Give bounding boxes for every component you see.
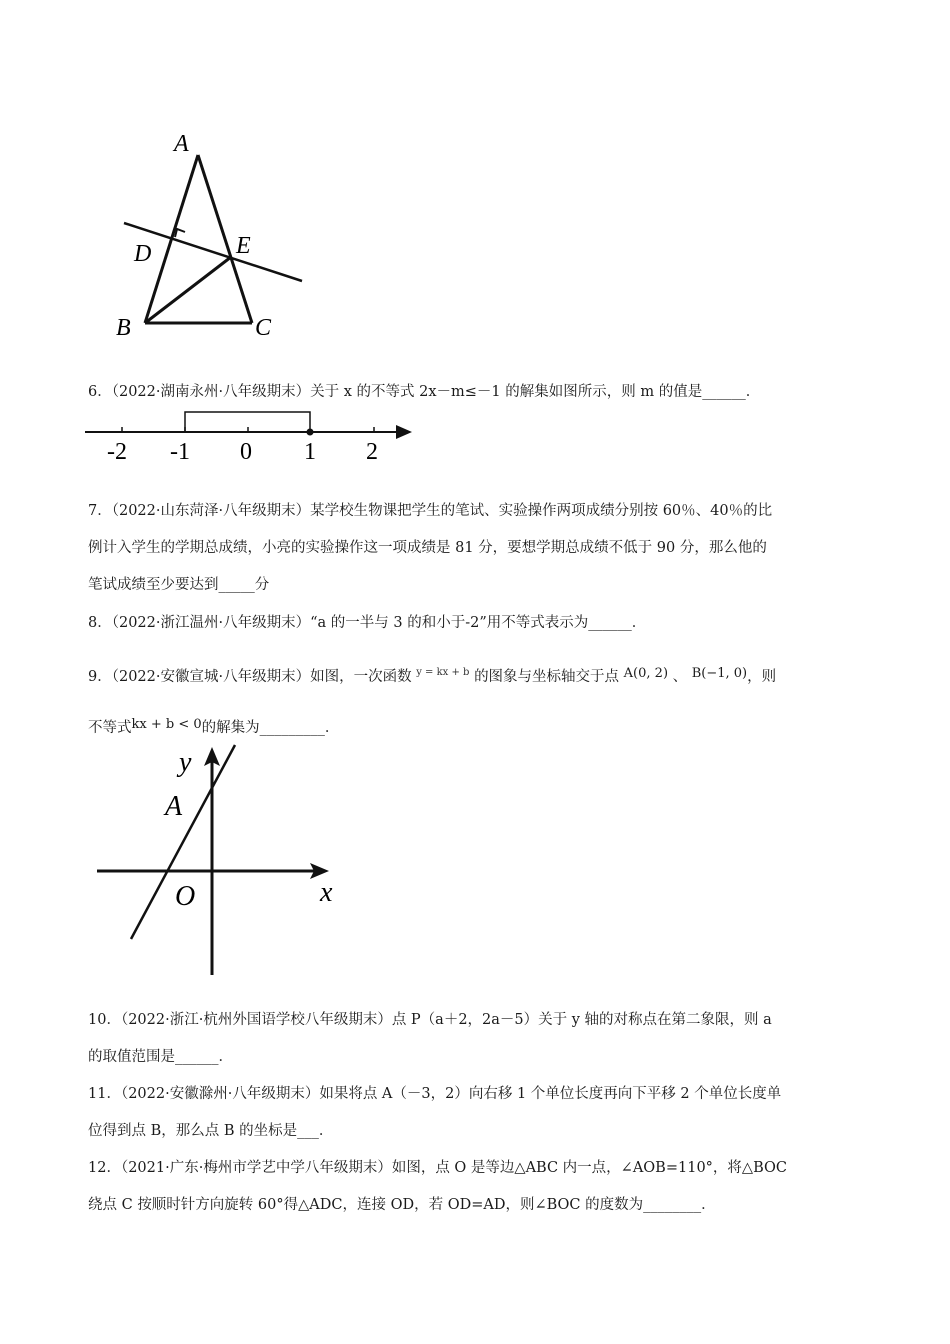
label-E: E (236, 233, 251, 259)
question-number: 9． (88, 669, 112, 685)
question-text: （2022·浙江·杭州外国语学校八年级期末）点 P（a＋2，2a－5）关于 y 轴的对称点在第二象限，则 a (120, 1012, 772, 1028)
question-number: 12． (88, 1160, 121, 1176)
label-O: O (175, 881, 196, 912)
question-text: （2022·安徽宣城·八年级期末）如图，一次函数 (111, 669, 412, 685)
question-text: 不等式 (88, 720, 132, 736)
triangle-figure (110, 125, 320, 350)
number-line-figure (85, 405, 420, 465)
question-8 (88, 605, 868, 642)
question-text: 绕点 C 按顺时针方向旋转 60°得△ADC，连接 OD，若 OD=AD，则∠BOC 的度数为________． (88, 1197, 716, 1213)
tick-label: -2 (107, 439, 127, 465)
question-text: 的解集为_________． (201, 720, 340, 736)
point-B-coordinates: B(−1, 0) (691, 666, 748, 681)
separator: 、 (672, 669, 688, 685)
right-angle-mark (175, 229, 185, 237)
question-number: 7． (88, 503, 112, 519)
label-A: A (174, 131, 189, 157)
question-number: 10． (88, 1012, 121, 1028)
question-text: 的图象与坐标轴交于点 (474, 669, 620, 685)
question-text: 例计入学生的学期总成绩，小亮的实验操作这一项成绩是 81 分，要想学期总成绩不低于 90 分，那么他的 (88, 540, 767, 556)
question-text: （2021·广东·梅州市学艺中学八年级期末）如图，点 O 是等边△ABC 内一点，∠AOB=110°，将△BOC (120, 1160, 787, 1176)
arrow-head-icon (396, 425, 412, 439)
label-x: x (320, 877, 333, 908)
question-10 (88, 1002, 868, 1076)
tick-label: -1 (170, 439, 190, 465)
question-text: （2022·浙江温州·八年级期末）“a 的一半与 3 的和小于-2”用不等式表示为______． (111, 615, 647, 631)
label-y: y (179, 747, 192, 778)
label-C: C (255, 315, 272, 341)
question-text: ，则 (747, 669, 777, 685)
question-text: （2022·安徽滁州·八年级期末）如果将点 A（－3，2）向右移 1 个单位长度再向下平移 2 个单位长度单 (120, 1086, 782, 1102)
label-D: D (134, 241, 152, 267)
tick-label: 1 (304, 439, 316, 465)
tick-label: 2 (366, 439, 378, 465)
solid-endpoint (307, 429, 314, 436)
question-number: 6． (88, 384, 112, 400)
question-12 (88, 1150, 868, 1224)
question-text: （2022·湖南永州·八年级期末）关于 x 的不等式 2x－m≤－1 的解集如图所示，则 m 的值是______． (111, 384, 761, 400)
question-text: 笔试成绩至少要达到_____分 (88, 577, 270, 593)
label-A: A (165, 791, 183, 822)
inequality-formula: kx + b < 0 (131, 717, 202, 732)
point-A-coordinates: A(0, 2) (623, 666, 669, 681)
coordinate-graph-figure (95, 743, 355, 978)
question-number: 8． (88, 615, 112, 631)
function-formula: y = kx + b (416, 667, 470, 678)
label-B: B (116, 315, 131, 341)
question-7 (88, 493, 868, 604)
question-text: 的取值范围是______． (88, 1049, 233, 1065)
question-number: 11． (88, 1086, 121, 1102)
question-text: （2022·山东菏泽·八年级期末）某学校生物课把学生的笔试、实验操作两项成绩分别按 60％、40％的比 (111, 503, 773, 519)
question-9 (88, 654, 868, 747)
tick-label: 0 (240, 439, 252, 465)
segment-BE (145, 257, 231, 323)
question-text: 位得到点 B，那么点 B 的坐标是___． (88, 1123, 334, 1139)
question-11 (88, 1076, 868, 1150)
